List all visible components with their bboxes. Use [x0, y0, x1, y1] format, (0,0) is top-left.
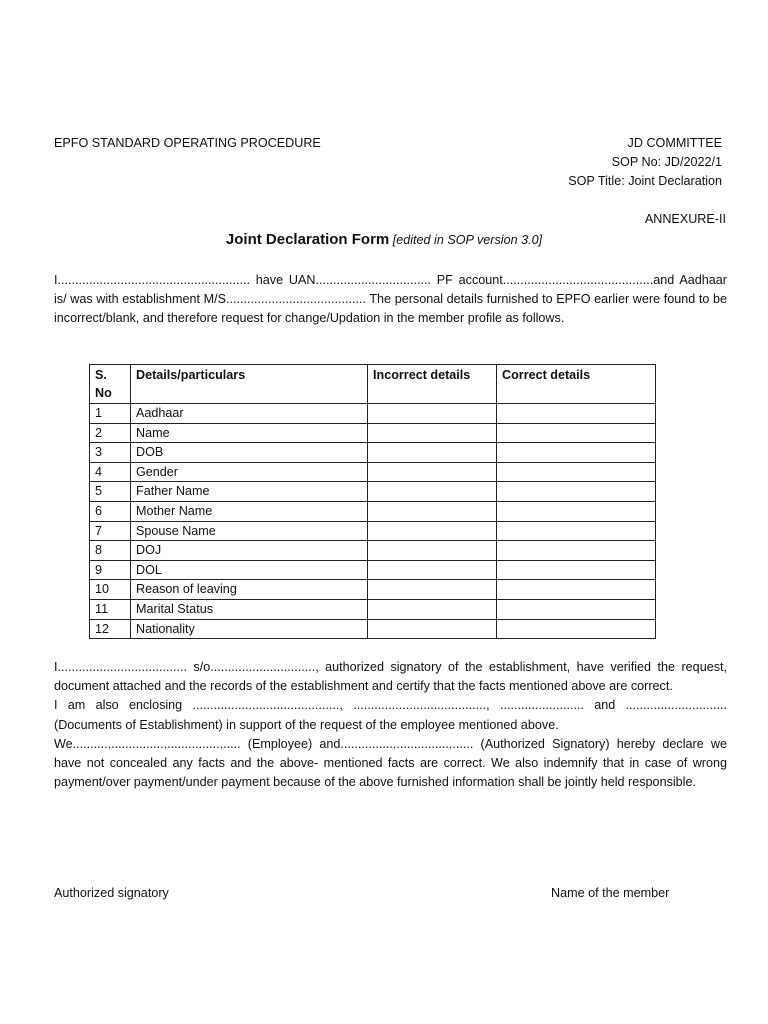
table-row [90, 560, 656, 580]
header-committee: JD COMMITTEE [627, 136, 722, 150]
row-sno: 8 [90, 541, 131, 561]
incorrect-cell[interactable] [368, 521, 497, 541]
row-sno: 7 [90, 521, 131, 541]
row-detail: DOJ [131, 541, 368, 561]
row-detail: Reason of leaving [131, 580, 368, 600]
member-name-label: Name of the member [551, 886, 670, 900]
header-incorrect: Incorrect details [368, 365, 497, 404]
table-row [90, 462, 656, 482]
correct-cell[interactable] [497, 599, 656, 619]
row-detail: DOB [131, 443, 368, 463]
row-detail: Father Name [131, 482, 368, 502]
row-sno: 11 [90, 599, 131, 619]
incorrect-cell[interactable] [368, 599, 497, 619]
authorized-signatory-label: Authorized signatory [54, 886, 169, 900]
row-detail: Name [131, 423, 368, 443]
correct-cell[interactable] [497, 521, 656, 541]
header-sop-number: SOP No: JD/2022/1 [611, 155, 722, 169]
correct-cell[interactable] [497, 423, 656, 443]
correct-cell[interactable] [497, 619, 656, 639]
incorrect-cell[interactable] [368, 423, 497, 443]
incorrect-cell[interactable] [368, 482, 497, 502]
correct-cell[interactable] [497, 560, 656, 580]
table-row [90, 521, 656, 541]
enclosure-statement: I am also enclosing .........................................., ......................................, ........................ and ............................. (Documents of Establishment) in support of the request of the employee mentioned above. [54, 698, 727, 732]
table-row [90, 541, 656, 561]
header-right [568, 134, 722, 191]
annexure-label: ANNEXURE-II [644, 212, 726, 226]
correct-cell[interactable] [497, 501, 656, 521]
correct-cell[interactable] [497, 462, 656, 482]
correct-cell[interactable] [497, 443, 656, 463]
incorrect-cell[interactable] [368, 560, 497, 580]
incorrect-cell[interactable] [368, 541, 497, 561]
row-sno: 6 [90, 501, 131, 521]
table-header-row [90, 365, 656, 404]
table-row [90, 599, 656, 619]
declaration-statement: We................................................ (Employee) and...................................... (Authorized Signatory) hereby declare we have not concealed any facts and the above- mentioned facts are correct. We also indemnify that in case of wrong payment/over payment/under payment because of the above furnished information shall be jointly held responsible. [54, 736, 727, 790]
header-correct: Correct details [497, 365, 656, 404]
correct-cell[interactable] [497, 580, 656, 600]
table-row [90, 580, 656, 600]
row-detail: Nationality [131, 619, 368, 639]
row-sno: 3 [90, 443, 131, 463]
row-sno: 5 [90, 482, 131, 502]
row-sno: 10 [90, 580, 131, 600]
row-detail: DOL [131, 560, 368, 580]
correct-cell[interactable] [497, 482, 656, 502]
table-row [90, 482, 656, 502]
form-title-main: Joint Declaration Form [225, 231, 390, 248]
row-detail: Spouse Name [131, 521, 368, 541]
header-details: Details/particulars [131, 365, 368, 404]
row-detail: Gender [131, 462, 368, 482]
incorrect-cell[interactable] [368, 619, 497, 639]
intro-text: I....................................................... have UAN................................. PF account...........................................and Aadhaar is/ was with establishment M/S........................................ The personal details furnished to EPFO earlier were found to be incorrect/blank, and therefore request for change/Updation in the member profile as follows. [54, 273, 727, 326]
table-row [90, 404, 656, 424]
header-sop-title: SOP Title: Joint Declaration [568, 174, 722, 188]
incorrect-cell[interactable] [368, 501, 497, 521]
correct-cell[interactable] [497, 541, 656, 561]
table-row [90, 443, 656, 463]
incorrect-cell[interactable] [368, 443, 497, 463]
table-row [90, 619, 656, 639]
row-sno: 4 [90, 462, 131, 482]
form-title [0, 231, 768, 248]
row-detail: Marital Status [131, 599, 368, 619]
incorrect-cell[interactable] [368, 404, 497, 424]
row-sno: 2 [90, 423, 131, 443]
details-table [89, 364, 656, 639]
header-sno: S. No [90, 365, 131, 404]
verification-statement: I..................................... s/o.............................., authorized signatory of the establishment, have verified the request, document attached and the records of the establishment and certify that the facts mentioned above are correct. [54, 660, 727, 694]
verification-section [54, 658, 727, 792]
correct-cell[interactable] [497, 404, 656, 424]
form-title-note: [edited in SOP version 3.0] [392, 233, 543, 247]
table-row [90, 501, 656, 521]
incorrect-cell[interactable] [368, 580, 497, 600]
row-sno: 12 [90, 619, 131, 639]
table-row [90, 423, 656, 443]
row-sno: 1 [90, 404, 131, 424]
incorrect-cell[interactable] [368, 462, 497, 482]
row-sno: 9 [90, 560, 131, 580]
row-detail: Aadhaar [131, 404, 368, 424]
header-left: EPFO STANDARD OPERATING PROCEDURE [54, 136, 321, 150]
row-detail: Mother Name [131, 501, 368, 521]
intro-paragraph [54, 271, 727, 329]
